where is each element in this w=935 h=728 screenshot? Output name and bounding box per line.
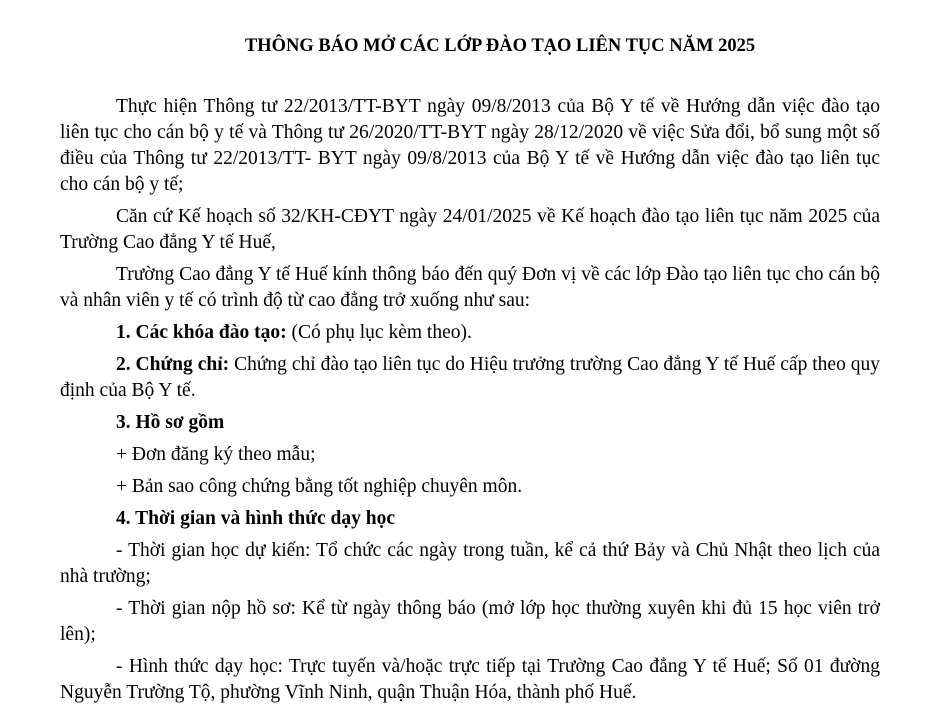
section-certificate <box>60 352 880 404</box>
schedule-item: - Thời gian học dự kiến: Tổ chức các ngày trong tuần, kể cả thứ Bảy và Chủ Nhật theo lịch của nhà trường; <box>60 540 880 587</box>
document-title: THÔNG BÁO MỞ CÁC LỚP ĐÀO TẠO LIÊN TỤC NĂM 2025 <box>244 36 756 56</box>
section-schedule-heading: 4. Thời gian và hình thức dạy học <box>116 508 395 529</box>
document-body <box>60 94 880 712</box>
documents-item: + Đơn đăng ký theo mẫu; <box>116 444 316 465</box>
section-courses-text: (Có phụ lục kèm theo). <box>286 322 472 343</box>
schedule-item: - Hình thức dạy học: Trực tuyến và/hoặc trực tiếp tại Trường Cao đẳng Y tế Huế; Số 01 đường Nguyễn Trường Tộ, phường Vĩnh Ninh, quận Thuận Hóa, thành phố Huế. <box>60 656 880 703</box>
section-certificate-text: Chứng chỉ đào tạo liên tục do Hiệu trưởng trường Cao đẳng Y tế Huế cấp theo quy định của Bộ Y tế. <box>60 354 881 401</box>
paragraph-legal-basis-2: Căn cứ Kế hoạch số 32/KH-CĐYT ngày 24/01/2025 về Kế hoạch đào tạo liên tục năm 2025 của Trường Cao đẳng Y tế Huế, <box>60 206 880 253</box>
schedule-item: - Thời gian nộp hồ sơ: Kể từ ngày thông báo (mở lớp học thường xuyên khi đủ 15 học viên trở lên); <box>60 598 880 645</box>
paragraph-legal-basis-1: Thực hiện Thông tư 22/2013/TT-BYT ngày 09/8/2013 của Bộ Y tế về Hướng dẫn việc đào tạo liên tục cho cán bộ y tế và Thông tư 26/2020/TT-BYT ngày 28/12/2020 về việc Sửa đổi, bổ sung một số điều của Thông tư 22/2013/TT- BYT ngày 09/8/2013 của Bộ Y tế về Hướng dẫn việc đào tạo liên tục cho cán bộ y tế; <box>60 96 880 195</box>
section-courses-heading: 1. Các khóa đào tạo: <box>116 322 287 343</box>
paragraph-announcement: Trường Cao đẳng Y tế Huế kính thông báo đến quý Đơn vị về các lớp Đào tạo liên tục cho cán bộ và nhân viên y tế có trình độ từ cao đẳng trở xuống như sau: <box>60 264 880 311</box>
section-certificate-heading: 2. Chứng chỉ: <box>116 354 230 375</box>
section-documents-heading: 3. Hồ sơ gồm <box>116 412 225 433</box>
documents-item: + Bản sao công chứng bằng tốt nghiệp chuyên môn. <box>116 476 523 497</box>
section-courses <box>60 320 880 346</box>
